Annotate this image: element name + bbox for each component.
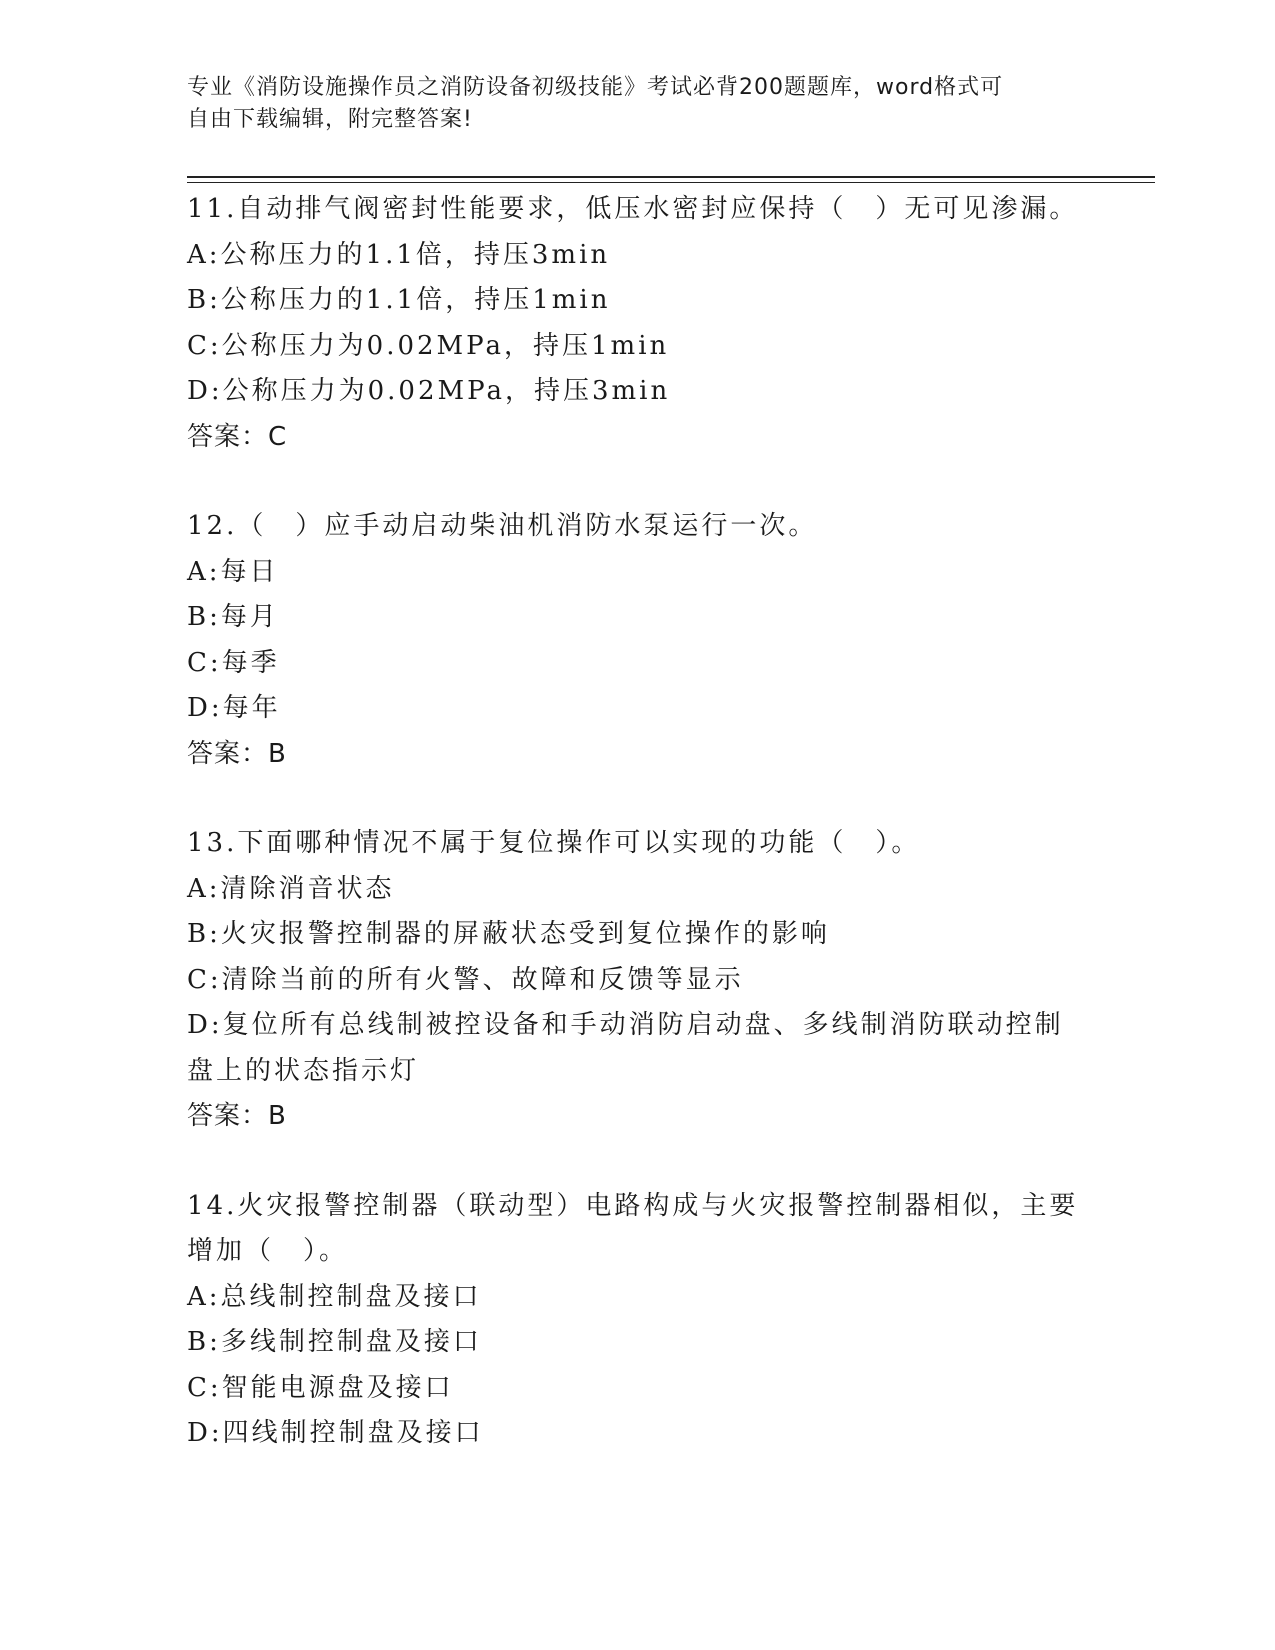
question-14 — [187, 1184, 1087, 1457]
option-a: A:公称压力的1.1倍，持压3min — [187, 239, 611, 270]
question-12 — [187, 504, 1087, 777]
question-11 — [187, 187, 1087, 460]
answer-label: 答案：B — [187, 1101, 287, 1131]
question-stem: 12.（ ）应手动启动柴油机消防水泵运行一次。 — [187, 511, 818, 541]
option-d: D:复位所有总线制被控设备和手动消防启动盘、多线制消防联动控制盘上的状态指示灯 — [187, 1010, 1064, 1086]
question-stem: 11.自动排气阀密封性能要求，低压水密封应保持（ ）无可见渗漏。 — [187, 194, 1079, 224]
header-divider-thick — [187, 176, 1155, 178]
question-13 — [187, 821, 1087, 1140]
option-c: C:每季 — [187, 647, 280, 678]
option-b: B:每月 — [187, 602, 279, 632]
document-header — [187, 72, 1067, 136]
header-divider-thin — [187, 182, 1155, 183]
option-b: B:多线制控制盘及接口 — [187, 1327, 482, 1357]
answer-label: 答案：B — [187, 738, 287, 769]
header-title-line-2: 自由下载编辑，附完整答案! — [187, 107, 473, 132]
option-c: C:智能电源盘及接口 — [187, 1372, 454, 1403]
option-d: D:四线制控制盘及接口 — [187, 1418, 484, 1448]
question-stem: 13.下面哪种情况不属于复位操作可以实现的功能（ ）。 — [187, 828, 921, 858]
question-stem: 14.火灾报警控制器（联动型）电路构成与火灾报警控制器相似，主要增加（ ）。 — [187, 1190, 1079, 1266]
option-c: C:清除当前的所有火警、故障和反馈等显示 — [187, 964, 744, 995]
option-a: A:总线制控制盘及接口 — [187, 1281, 482, 1312]
header-title-line-1: 专业《消防设施操作员之消防设备初级技能》考试必背200题题库，word格式可 — [187, 75, 1004, 100]
question-list — [187, 187, 1087, 1501]
option-a: A:每日 — [187, 556, 279, 587]
option-a: A:清除消音状态 — [187, 873, 395, 904]
option-b: B:公称压力的1.1倍，持压1min — [187, 285, 611, 315]
option-d: D:公称压力为0.02MPa，持压3min — [187, 376, 671, 406]
option-d: D:每年 — [187, 693, 281, 723]
option-b: B:火灾报警控制器的屏蔽状态受到复位操作的影响 — [187, 919, 830, 949]
answer-label: 答案：C — [187, 421, 288, 452]
option-c: C:公称压力为0.02MPa，持压1min — [187, 330, 670, 361]
